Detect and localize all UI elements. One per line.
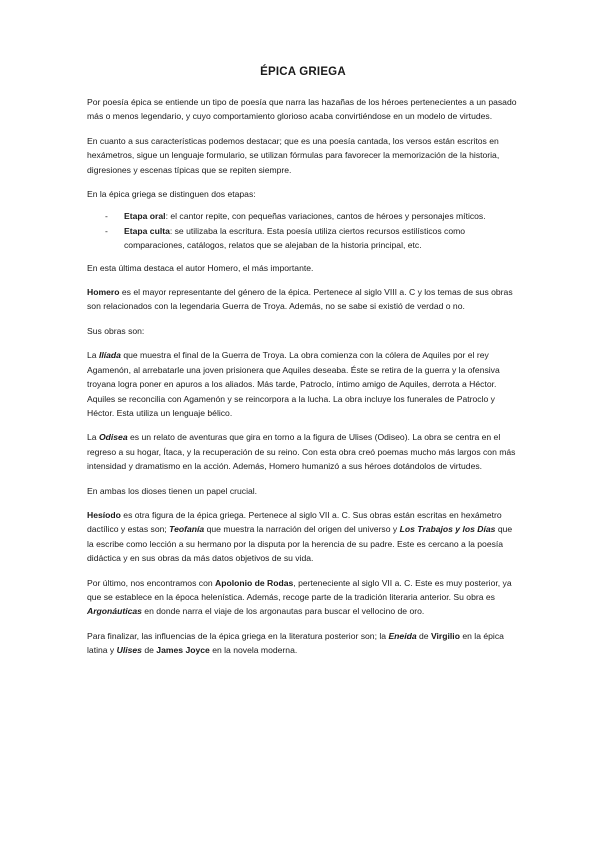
homero-paragraph	[87, 285, 519, 314]
paragraph-text: Por último, nos encontramos con	[87, 577, 216, 588]
apolonio-paragraph	[87, 576, 519, 619]
iliada-paragraph	[87, 348, 519, 420]
paragraph-text: La	[87, 432, 99, 443]
author-name: Hesíodo	[87, 509, 121, 520]
work-title: Ilíada	[98, 350, 121, 361]
author-name: Homero	[87, 287, 120, 298]
list-item	[105, 224, 519, 253]
intro-paragraph: Por poesía épica se entiende un tipo de poesía que narra las hazañas de los héroes pertenecientes a un pasado más o menos legendario, y cuyo comportamiento glorioso acaba convirtiéndose en un modelo de virtudes.	[87, 97, 517, 122]
stage-term: Etapa oral	[124, 211, 166, 222]
paragraph-text: en la épica latina y	[87, 630, 504, 656]
page-title: ÉPICA GRIEGA	[260, 66, 346, 78]
work-title: Argonáuticas	[87, 606, 142, 617]
stages-list	[87, 209, 519, 252]
author-name: Virgilio	[430, 630, 460, 641]
stage-term: Etapa culta	[124, 225, 170, 236]
paragraph-text: es un relato de aventuras que gira en torno a la figura de Ulises (Odiseo). La obra se centra en el regreso a su hogar, Ítaca, y la recuperación de su reino. Con esta obra creó poemas mucho más largos con más intensidad y dramatismo en la acción. Además, Homero humanizó a sus héroes dotándolos de virtudes.	[87, 432, 516, 472]
paragraph-text: de	[416, 630, 431, 641]
homero-intro: En esta última destaca el autor Homero, el más importante.	[87, 262, 314, 273]
list-dash: -	[105, 225, 108, 236]
stage-text: : se utilizaba la escritura. Esta poesía utiliza ciertos recursos estilísticos como comparaciones, catálogos, relatos que se alejaban de la historia principal, etc.	[124, 225, 466, 251]
paragraph-text: de	[141, 645, 157, 656]
work-title: Odisea	[98, 432, 128, 443]
paragraph-text: Para finalizar, las influencias de la épica griega en la literatura posterior son; la	[87, 630, 389, 641]
work-title: Ulises	[116, 645, 142, 656]
stages-intro: En la épica griega se distinguen dos etapas:	[87, 189, 256, 200]
stage-text: : el cantor repite, con pequeñas variaciones, cantos de héroes y personajes míticos.	[165, 211, 486, 222]
paragraph-text: en la novela moderna.	[209, 645, 298, 656]
author-name: James Joyce	[156, 645, 210, 656]
final-paragraph	[87, 629, 519, 658]
paragraph-text: en donde narra el viaje de los argonautas para buscar el vellocino de oro.	[141, 606, 425, 617]
paragraph-text: es el mayor representante del género de la épica. Pertenece al siglo VIII a. C y los temas de sus obras son relacionados con la legendaria Guerra de Troya. Además, no se sabe si existió de verdad o no.	[87, 287, 513, 312]
works-intro: Sus obras son:	[87, 325, 145, 336]
paragraph-text: que muestra el final de la Guerra de Troya. La obra comienza con la cólera de Aquiles por el rey Agamenón, al arrebatarle una joven prisionera que Aquiles deseaba. Éste se retira de la guerra y la ofensiva troyana logra poner en apuros a los aliados. Más tarde, Patroclo, íntimo amigo de Aquiles, derrota a Héctor. Aquiles se reconcilia con Agamenón y se reincorpora a la lucha. La obra incluye los funerales de Patroclo y Héctor. Esta utiliza un lenguaje bélico.	[87, 350, 500, 418]
paragraph-text: que muestra la narración del origen del universo y	[204, 524, 400, 535]
characteristics-paragraph: En cuanto a sus características podemos destacar; que es una poesía cantada, los versos están escritos en hexámetros, sigue un lenguaje formulario, se utilizan fórmulas para favorecer la memorización de la historia, digresiones y escenas típicas que se repiten siempre.	[87, 135, 500, 175]
paragraph-text: La	[87, 350, 99, 361]
paragraph-text: , perteneciente al siglo VII a. C. Este es muy posterior, ya que se establece en la época helenística. Además, recoge parte de la tradición literaria anterior. Su obra es	[87, 577, 512, 602]
author-name: Apolonio de Rodas	[215, 577, 294, 588]
list-item	[105, 209, 519, 223]
paragraph-text: es otra figura de la épica griega. Pertenece al siglo VII a. C. Sus obras están escritas en hexámetro dactílico y estas son;	[87, 509, 502, 535]
odisea-paragraph	[87, 430, 519, 473]
list-dash: -	[105, 211, 108, 222]
gods-paragraph: En ambas los dioses tienen un papel crucial.	[87, 485, 258, 496]
work-title: Los Trabajos y los Días	[399, 524, 496, 535]
work-title: Teofanía	[169, 524, 205, 535]
hesiodo-paragraph	[87, 508, 519, 566]
paragraph-text: que la escribe como lección a su hermano por la disputa por la herencia de su padre. Este es cercano a la poesía didáctica y en sus obras da más datos objetivos de su vida.	[87, 524, 513, 564]
work-title: Eneida	[388, 630, 417, 641]
